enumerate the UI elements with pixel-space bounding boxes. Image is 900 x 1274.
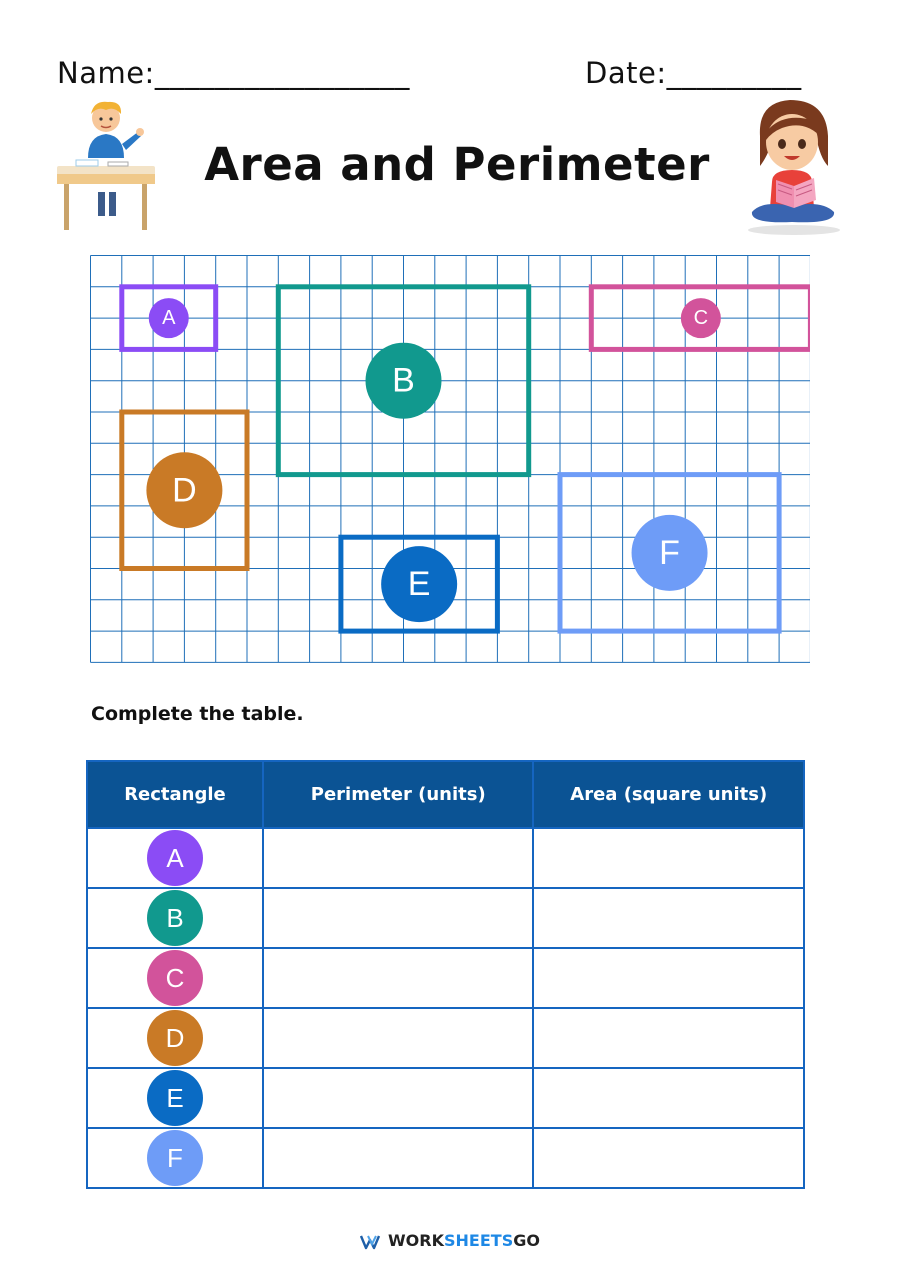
badge-e: E: [147, 1070, 203, 1126]
perimeter-answer-cell[interactable]: [263, 1128, 534, 1188]
rectangle-cell: [87, 888, 263, 948]
area-answer-cell[interactable]: [533, 948, 804, 1008]
rectangle-c-label: C: [693, 307, 709, 330]
footer-brand: [0, 1231, 900, 1250]
girl-reading-illustration: [742, 96, 842, 236]
brand-work: WORK: [388, 1231, 444, 1250]
rectangle-cell: [87, 1008, 263, 1068]
date-field[interactable]: Date:_________: [585, 56, 802, 90]
rectangle-cell: [87, 1128, 263, 1188]
page-title: Area and Perimeter: [204, 138, 710, 191]
rectangle-f-label: F: [659, 533, 680, 572]
area-answer-cell[interactable]: [533, 1128, 804, 1188]
area-answer-cell[interactable]: [533, 1068, 804, 1128]
table-row: [87, 828, 804, 888]
rectangle-cell: [87, 828, 263, 888]
header-rectangle: Rectangle: [87, 761, 263, 828]
rectangle-b-label: B: [392, 361, 415, 400]
table-row: [87, 888, 804, 948]
table-row: [87, 948, 804, 1008]
perimeter-answer-cell[interactable]: [263, 1008, 534, 1068]
rectangle-cell: [87, 1068, 263, 1128]
grid-diagram: [90, 255, 810, 675]
perimeter-answer-cell[interactable]: [263, 828, 534, 888]
rectangle-cell: [87, 948, 263, 1008]
table-row: [87, 1128, 804, 1188]
worksheetsgo-logo-icon: [360, 1234, 384, 1250]
header-area: Area (square units): [533, 761, 804, 828]
badge-c: C: [147, 950, 203, 1006]
rectangle-d-label: D: [172, 471, 197, 510]
answer-table: [86, 760, 805, 1189]
badge-f: F: [147, 1130, 203, 1186]
badge-a: A: [147, 830, 203, 886]
table-header-row: [87, 761, 804, 828]
table-row: [87, 1008, 804, 1068]
badge-b: B: [147, 890, 203, 946]
rectangle-a-label: A: [162, 307, 176, 330]
perimeter-answer-cell[interactable]: [263, 1068, 534, 1128]
badge-d: D: [147, 1010, 203, 1066]
header-perimeter: Perimeter (units): [263, 761, 534, 828]
table-row: [87, 1068, 804, 1128]
brand-sheets: SHEETS: [444, 1231, 514, 1250]
area-answer-cell[interactable]: [533, 828, 804, 888]
brand-go: GO: [513, 1231, 540, 1250]
perimeter-answer-cell[interactable]: [263, 948, 534, 1008]
area-answer-cell[interactable]: [533, 1008, 804, 1068]
perimeter-answer-cell[interactable]: [263, 888, 534, 948]
area-answer-cell[interactable]: [533, 888, 804, 948]
instruction-text: Complete the table.: [91, 703, 304, 725]
rectangle-e-label: E: [407, 565, 431, 604]
name-field[interactable]: Name:_________________: [57, 56, 410, 90]
